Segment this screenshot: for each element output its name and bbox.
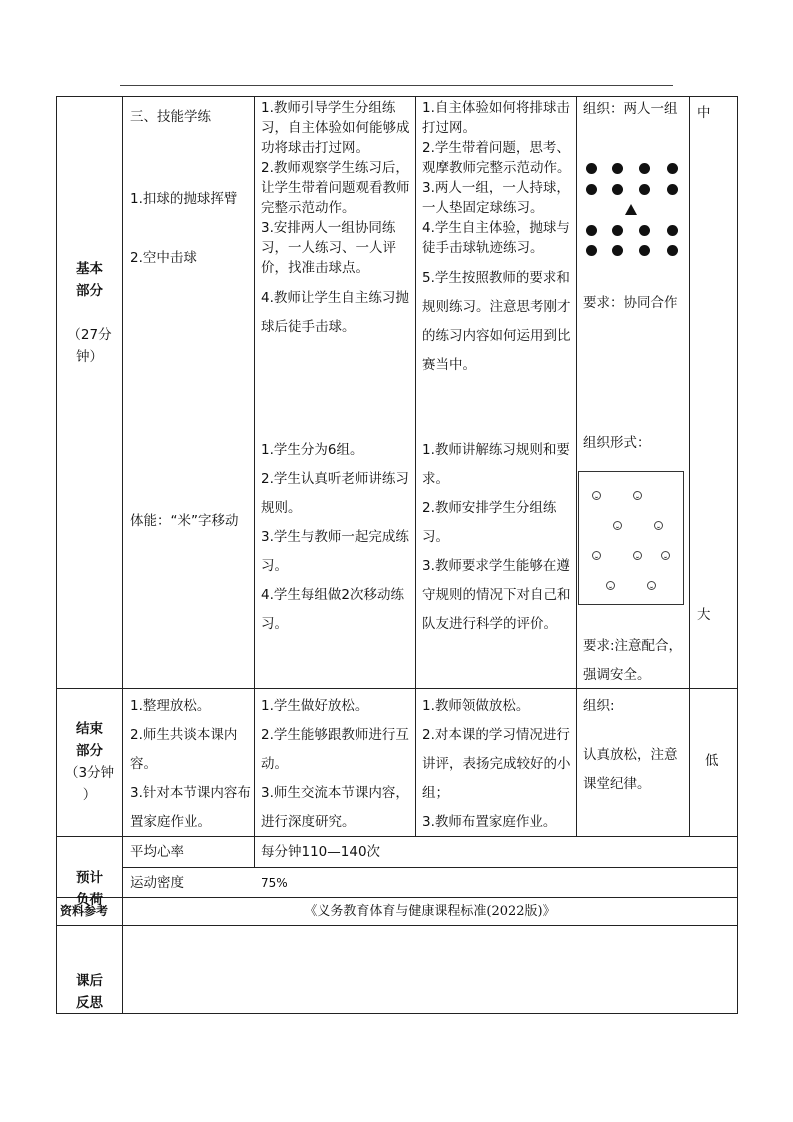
heart-rate-label [130,841,250,863]
ending-time-text: （3分钟 ） [64,765,115,803]
student-fitness-1: 1.教师讲解练习规则和要求。 [422,442,570,487]
ending-student-3: 3.教师布置家庭作业。 [422,814,557,830]
ending-teacher-col [261,692,411,837]
reflection-label [57,948,122,1014]
student-skill-5: 5.学生按照教师的要求和规则练习。注意思考刚才的练习内容如何运用到比赛当中。 [422,270,571,373]
load-level-high [697,604,727,626]
load-mid-text: 中 [697,105,711,121]
ending-student-2: 2.对本课的学习情况进行讲评，表扬完成较好的小组； [422,727,571,801]
teacher-skill-2: 2.教师观察学生练习后，让学生带着问题观看教师完整示范动作。 [261,160,410,216]
reference-value-text: 《义务教育体育与健康课程标准(2022版)》 [304,904,556,919]
ending-student-1: 1.教师领做放松。 [422,698,530,714]
basic-section-label [57,236,122,368]
ending-content-2: 2.师生共谈本课内容。 [130,727,238,772]
teacher-fitness-4: 4.学生每组做2次移动练习。 [261,587,404,632]
teacher-skill-4: 4.教师让学生自主练习抛球后徒手击球。 [261,290,409,335]
student-fitness-2: 2.教师安排学生分组练习。 [422,500,557,545]
student-fitness-3: 3.教师要求学生能够在遵守规则的情况下对自己和队友进行科学的评价。 [422,558,571,632]
heart-rate-value [261,841,561,863]
ending-teacher-3: 3.师生交流本节课内容，进行深度研究。 [261,785,409,830]
org-req1-text: 要求：协同合作 [583,295,678,311]
ending-org-text: 认真放松，注意课堂纪律。 [583,747,678,792]
ending-org [583,692,687,799]
teacher-triangle-icon [625,204,637,215]
basic-content [130,106,250,536]
load-high-text: 大 [697,607,711,623]
ending-teacher-2: 2.学生能够跟教师进行互动。 [261,727,409,772]
density-label-text: 运动密度 [130,875,184,891]
org-form-label [583,432,687,454]
org-requirement-2 [583,632,687,690]
density-label [130,872,250,894]
ending-student-col [422,692,574,837]
student-skill-2: 2.学生带着问题，思考、观摩教师完整示范动作。 [422,140,571,176]
ending-load-text: 低 [705,753,719,769]
group-formation-diagram [578,471,684,605]
org-form-text: 组织形式： [583,435,651,451]
student-skill-3: 3.两人一组，一人持球，一人垫固定球练习。 [422,180,570,216]
teacher-skill-3: 3.安排两人一组协同练习，一人练习、一人评价，找准击球点。 [261,220,396,276]
org-pairs-label [583,98,687,120]
student-skill-4: 4.学生自主体验，抛球与徒手击球轨迹练习。 [422,220,570,256]
load-level-mid [697,102,727,124]
reference-value [123,901,737,923]
basic-label-text: 基本 部分 [76,261,103,299]
teacher-fitness-1: 1.学生分为6组。 [261,442,364,458]
page-header-rule [120,85,673,86]
teacher-fitness-2: 2.学生认真听老师讲练习规则。 [261,471,409,516]
ending-section-label [57,718,122,806]
fitness-content: 体能：“米”字移动 [130,513,239,529]
heart-rate-label-text: 平均心率 [130,844,184,860]
skill-heading: 三、技能学练 [130,109,211,125]
basic-time-text: （27分 钟） [67,327,112,365]
reflection-label-text: 课后 反思 [76,973,103,1011]
teacher-fitness-col [261,436,411,639]
student-skill-1: 1.自主体验如何将排球击打过网。 [422,100,570,136]
ending-content-3: 3.针对本节课内容布置家庭作业。 [130,785,251,830]
org-pairs-text: 组织：两人一组 [583,101,678,117]
teacher-fitness-3: 3.学生与教师一起完成练习。 [261,529,409,574]
org-requirement-1 [583,292,687,314]
teacher-skill-col [261,98,411,342]
ending-label-text: 结束 部分 [76,721,103,759]
teacher-skill-1: 1.教师引导学生分组练习，自主体验如何能够成功将球击打过网。 [261,100,410,156]
load-label-text: 预计 负荷 [76,870,103,908]
heart-rate-value-text: 每分钟110—140次 [261,844,381,860]
ending-content-1: 1.整理放松。 [130,698,211,714]
density-value [261,872,361,894]
org-req2-text: 要求:注意配合，强调安全。 [583,638,683,683]
student-skill-col [422,98,572,380]
ending-org-label: 组织: [583,698,615,714]
student-fitness-col [422,436,572,639]
reference-label-text: 资料参考 [60,904,109,918]
ending-load-level [705,750,735,772]
content-item-1: 1.扣球的抛球挥臂 [130,191,238,207]
reflection-content-area[interactable] [123,926,737,1013]
reference-label [60,900,122,922]
density-value-text: 75% [261,876,288,890]
content-item-2: 2.空中击球 [130,250,197,266]
ending-teacher-1: 1.学生做好放松。 [261,698,369,714]
ending-content-col [130,692,252,837]
